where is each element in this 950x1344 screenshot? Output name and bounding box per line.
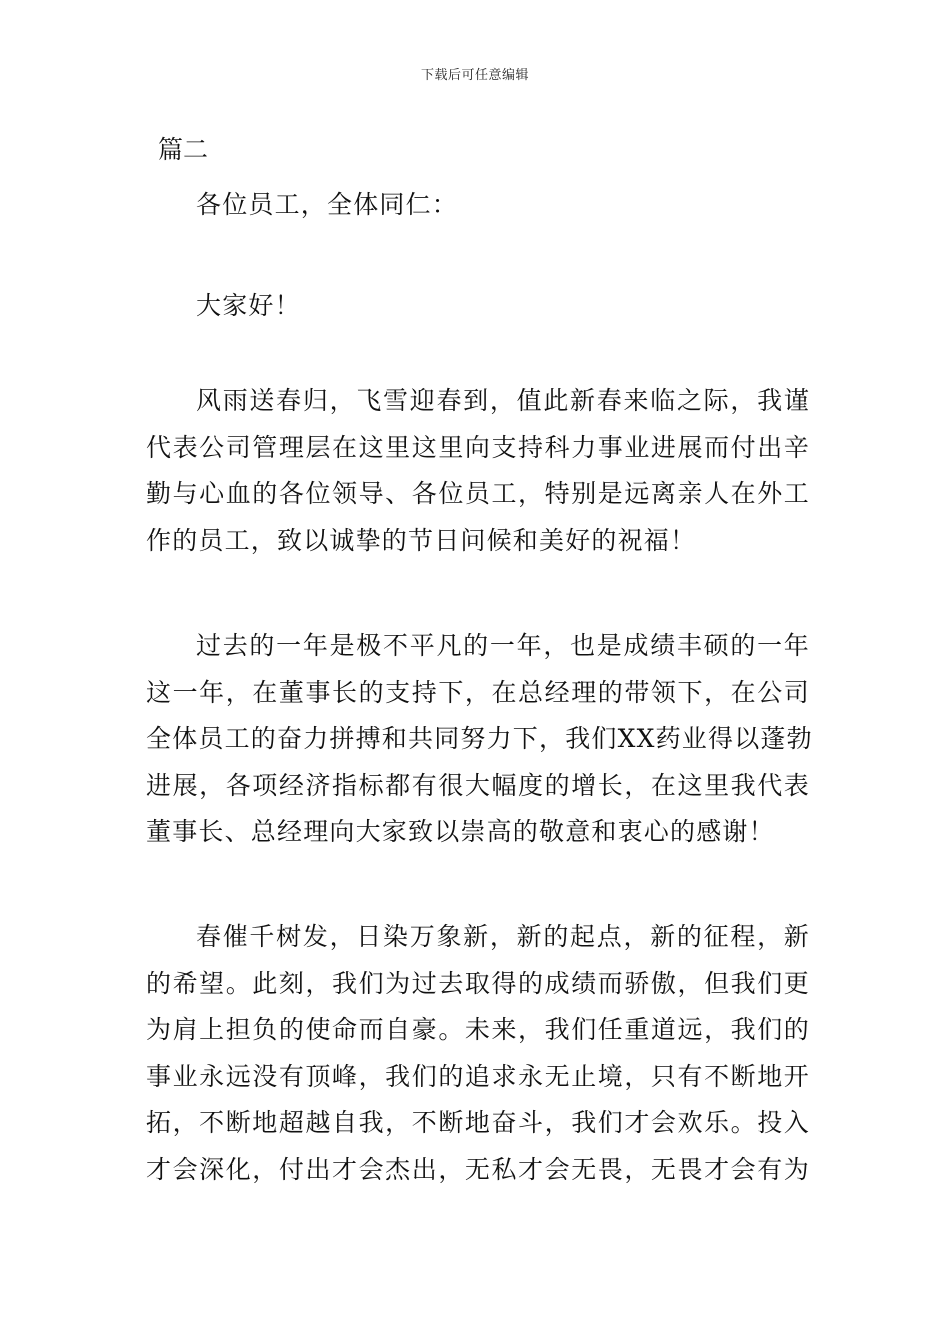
paragraph-line: 董事长、总经理向大家致以崇高的敬意和衷心的感谢！ <box>146 817 775 846</box>
paragraph-line: 为肩上担负的使命而自豪。未来，我们任重道远，我们的 <box>146 1015 810 1044</box>
paragraph-line: 风雨送春归，飞雪迎春到，值此新春来临之际，我谨 <box>196 386 810 415</box>
paragraph-line: 这一年，在董事长的支持下，在总经理的带领下，在公司 <box>146 677 810 707</box>
paragraph-line: 拓，不断地超越自我，不断地奋斗，我们才会欢乐。投入 <box>146 1108 810 1137</box>
paragraph-3 <box>146 914 810 1193</box>
hello-line: 大家好！ <box>196 291 301 320</box>
page-header-watermark: 下载后可任意编辑 <box>420 68 529 83</box>
paragraph-line: 勤与心血的各位领导、各位员工，特别是远离亲人在外工 <box>146 479 810 508</box>
paragraph-line: 春催千树发，日染万象新，新的起点，新的征程，新 <box>196 922 810 951</box>
paragraph-line: 进展，各项经济指标都有很大幅度的增长，在这里我代表 <box>146 770 810 800</box>
paragraph-line: 才会深化，付出才会杰出，无私才会无畏，无畏才会有为 <box>146 1154 810 1184</box>
paragraph-line: 代表公司管理层在这里这里向支持科力事业进展而付出辛 <box>146 432 810 462</box>
paragraph-2 <box>146 623 813 856</box>
paragraph-1 <box>146 378 810 564</box>
paragraph-line: 作的员工，致以诚挚的节日问候和美好的祝福！ <box>146 525 697 555</box>
paragraph-line: 事业永远没有顶峰，我们的追求永无止境，只有不断地开 <box>146 1061 810 1091</box>
section-title: 篇二 <box>158 135 209 164</box>
greeting-line: 各位员工，全体同仁： <box>196 190 459 219</box>
paragraph-line: 过去的一年是极不平凡的一年，也是成绩丰硕的一年 <box>196 631 810 660</box>
paragraph-line: 全体员工的奋力拼搏和共同努力下，我们XX药业得以蓬勃 <box>146 724 813 753</box>
paragraph-line: 的希望。此刻，我们为过去取得的成绩而骄傲，但我们更 <box>146 968 810 998</box>
